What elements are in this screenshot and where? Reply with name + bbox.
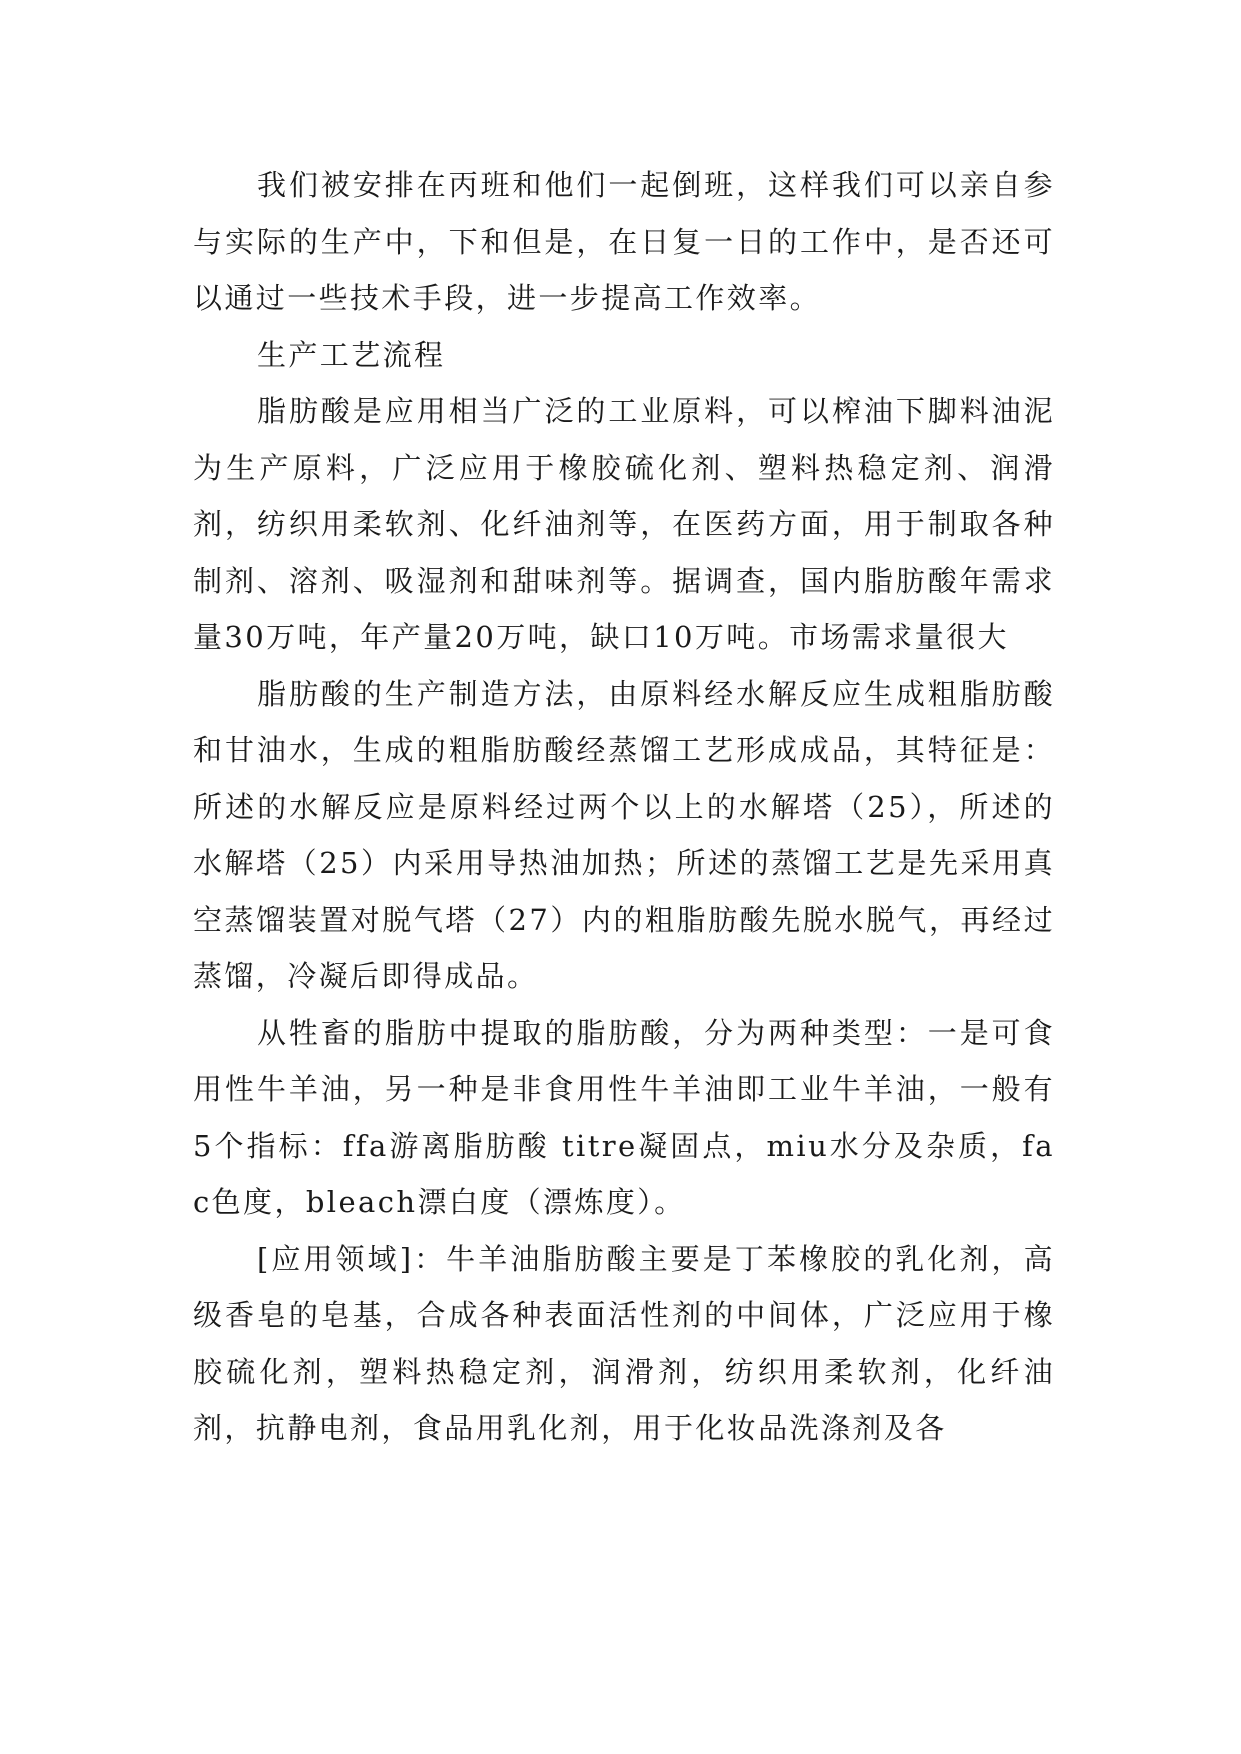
section-heading-process-flow: 生产工艺流程 xyxy=(257,337,446,372)
paragraph-fatty-acid-uses: 脂肪酸是应用相当广泛的工业原料，可以榨油下脚料油泥为生产原料，广泛应用于橡胶硫化剂、塑料热稳定剂、润滑剂，纺织用柔软剂、化纤油剂等，在医药方面，用于制取各种制剂、溶剂、吸湿剂和甜味剂等。据调查，国内脂肪酸年需求量30万吨，年产量20万吨，缺口10万吨。市场需求量很大 xyxy=(193,394,1055,654)
paragraph-tallow-types: 从牲畜的脂肪中提取的脂肪酸，分为两种类型：一是可食用性牛羊油，另一种是非食用性牛羊油即工业牛羊油，一般有5个指标：ffa游离脂肪酸 titre凝固点，miu水分及杂质，fac色度，bleach漂白度（漂炼度）。 xyxy=(193,1015,1055,1219)
paragraph-production-method: 脂肪酸的生产制造方法，由原料经水解反应生成粗脂肪酸和甘油水，生成的粗脂肪酸经蒸馏工艺形成成品，其特征是：所述的水解反应是原料经过两个以上的水解塔（25），所述的水解塔（25）内采用导热油加热；所述的蒸馏工艺是先采用真空蒸馏装置对脱气塔（27）内的粗脂肪酸先脱水脱气，再经过蒸馏，冷凝后即得成品。 xyxy=(193,676,1055,993)
paragraph-shift-arrangement: 我们被安排在丙班和他们一起倒班，这样我们可以亲自参与实际的生产中，下和但是，在日复一日的工作中，是否还可以通过一些技术手段，进一步提高工作效率。 xyxy=(193,168,1055,315)
document-body xyxy=(193,157,1055,1457)
paragraph-application-fields: [应用领域]：牛羊油脂肪酸主要是丁苯橡胶的乳化剂，高级香皂的皂基，合成各种表面活性剂的中间体，广泛应用于橡胶硫化剂，塑料热稳定剂，润滑剂，纺织用柔软剂，化纤油剂，抗静电剂，食品用乳化剂，用于化妆品洗涤剂及各 xyxy=(193,1241,1055,1445)
